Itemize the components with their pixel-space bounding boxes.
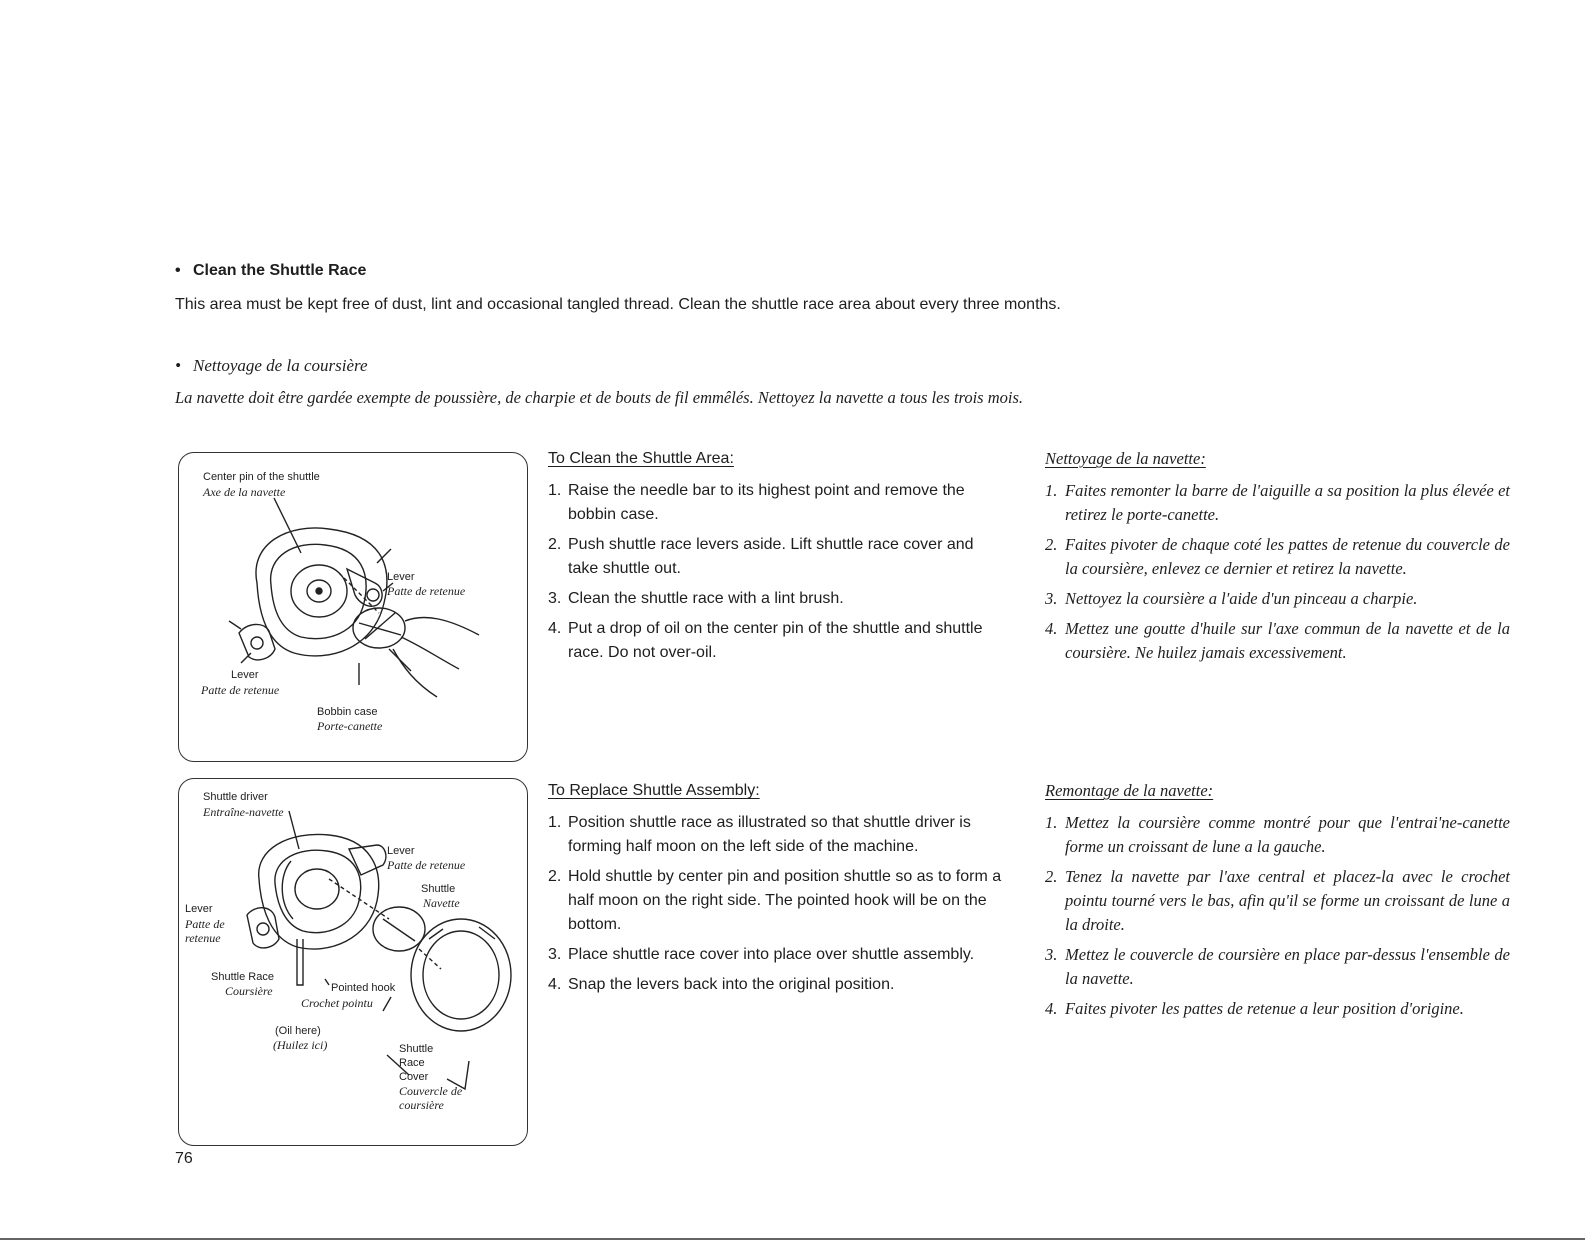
step-number: 2. xyxy=(548,868,562,885)
heading-nettoyage-coursiere xyxy=(175,356,368,376)
label-lever-right: Lever xyxy=(387,571,415,583)
list-item xyxy=(1045,587,1510,611)
step-text: Hold shuttle by center pin and position shuttle so as to form a half moon on the right side. The pointed hook will be on the bottom. xyxy=(568,868,1002,933)
step-text: Put a drop of oil on the center pin of the shuttle and shuttle race. Do not over-oil. xyxy=(568,620,983,661)
label-shuttle-race: Shuttle Race xyxy=(211,971,274,983)
label-oil-here-fr: (Huilez ici) xyxy=(273,1038,328,1052)
step-text: Snap the levers back into the original position. xyxy=(568,976,895,993)
replace-section-en xyxy=(548,779,1003,1003)
step-text: Faites remonter la barre de l'aiguille a sa position la plus élevée et retirez le porte-canette. xyxy=(1065,481,1510,524)
step-number: 3. xyxy=(1045,945,1058,964)
label-shuttle-driver-fr: Entraîne-navette xyxy=(203,805,284,819)
list-item xyxy=(1045,533,1510,581)
label-center-pin-fr: Axe de la navette xyxy=(203,485,286,499)
list-item xyxy=(548,811,1003,859)
label-race-cover-3: Cover xyxy=(399,1071,429,1083)
step-number: 1. xyxy=(548,814,562,831)
list-item xyxy=(548,973,1003,997)
list-item xyxy=(1045,617,1510,665)
steps-list xyxy=(1045,811,1510,1021)
step-text: Place shuttle race cover into place over shuttle assembly. xyxy=(568,946,975,963)
list-item xyxy=(548,479,1003,527)
heading-text: Clean the Shuttle Race xyxy=(193,262,367,279)
heading-clean-shuttle-race xyxy=(175,262,366,280)
step-number: 4. xyxy=(1045,619,1058,638)
step-number: 4. xyxy=(548,620,562,637)
label-bobbin-case: Bobbin case xyxy=(317,706,378,718)
heading-text: Nettoyage de la coursière xyxy=(193,356,368,375)
list-item xyxy=(548,943,1003,967)
steps-list xyxy=(548,811,1003,997)
step-number: 3. xyxy=(548,590,562,607)
label-shuttle: Shuttle xyxy=(421,883,456,895)
figure-replace-shuttle xyxy=(178,778,528,1146)
step-text: Faites pivoter de chaque coté les pattes de retenue du couvercle de la coursière, enlevez ce dernier et retirez la navette. xyxy=(1065,535,1510,578)
bullet: • xyxy=(175,356,181,375)
section-title: Remontage de la navette: xyxy=(1045,781,1214,800)
section-title: Nettoyage de la navette: xyxy=(1045,449,1206,468)
step-text: Faites pivoter les pattes de retenue a leur position d'origine. xyxy=(1065,999,1464,1018)
bullet: • xyxy=(175,262,181,279)
step-number: 1. xyxy=(1045,481,1058,500)
label-lever-left-fr: Patte de retenue xyxy=(201,683,280,697)
label-center-pin: Center pin of the shuttle xyxy=(203,471,320,483)
step-text: Clean the shuttle race with a lint brush. xyxy=(568,590,844,607)
steps-list xyxy=(548,479,1003,665)
page-number: 76 xyxy=(175,1150,193,1167)
label-lever-left-fr-1: Patte de xyxy=(185,917,225,931)
steps-list xyxy=(1045,479,1510,665)
label-lever-right-fr: Patte de retenue xyxy=(387,584,466,598)
step-text: Position shuttle race as illustrated so that shuttle driver is forming half moon on the left side of the machine. xyxy=(568,814,971,855)
label-race-cover-fr-2: coursière xyxy=(399,1098,444,1112)
list-item xyxy=(548,865,1003,937)
list-item xyxy=(1045,865,1510,937)
list-item xyxy=(548,533,1003,581)
step-number: 4. xyxy=(548,976,562,993)
list-item xyxy=(548,587,1003,611)
label-race-cover-2: Race xyxy=(399,1057,425,1069)
step-number: 1. xyxy=(1045,813,1058,832)
step-number: 3. xyxy=(1045,589,1058,608)
shuttle-assembly-illustration xyxy=(179,779,527,1145)
label-pointed-hook-fr: Crochet pointu xyxy=(301,996,373,1010)
list-item xyxy=(548,617,1003,665)
step-text: Mettez le couvercle de coursière en place par-dessus l'ensemble de la navette. xyxy=(1065,945,1510,988)
section-title: To Clean the Shuttle Area: xyxy=(548,450,734,467)
step-number: 2. xyxy=(1045,535,1058,554)
list-item xyxy=(1045,479,1510,527)
list-item xyxy=(1045,943,1510,991)
step-number: 4. xyxy=(1045,999,1058,1018)
label-race-cover-fr-1: Couvercle de xyxy=(399,1084,463,1098)
label-shuttle-fr: Navette xyxy=(423,896,460,910)
step-text: Push shuttle race levers aside. Lift shuttle race cover and take shuttle out. xyxy=(568,536,974,577)
intro-paragraph-en: This area must be kept free of dust, lint and occasional tangled thread. Clean the shuttle race area about every three months. xyxy=(175,296,1061,313)
label-shuttle-race-fr: Coursière xyxy=(225,984,273,998)
step-number: 2. xyxy=(548,536,562,553)
step-text: Mettez la coursière comme montré pour que l'entrai'ne-canette forme un croissant de lune a la gauche. xyxy=(1065,813,1510,856)
label-lever-left-fr-2: retenue xyxy=(185,931,221,945)
label-lever-left: Lever xyxy=(231,669,259,681)
step-text: Nettoyez la coursière a l'aide d'un pinceau a charpie. xyxy=(1065,589,1418,608)
label-pointed-hook: Pointed hook xyxy=(331,982,396,994)
label-lever-right: Lever xyxy=(387,845,415,857)
figure-clean-shuttle xyxy=(178,452,528,762)
label-lever-right-fr: Patte de retenue xyxy=(387,858,466,872)
page-bottom-rule xyxy=(0,1238,1585,1240)
list-item xyxy=(1045,997,1510,1021)
clean-section-fr xyxy=(1045,447,1510,671)
step-number: 3. xyxy=(548,946,562,963)
label-lever-left: Lever xyxy=(185,903,213,915)
list-item xyxy=(1045,811,1510,859)
label-bobbin-case-fr: Porte-canette xyxy=(317,719,383,733)
step-number: 1. xyxy=(548,482,562,499)
section-title: To Replace Shuttle Assembly: xyxy=(548,782,760,799)
label-oil-here: (Oil here) xyxy=(275,1025,321,1037)
step-text: Mettez une goutte d'huile sur l'axe commun de la navette et de la coursière. Ne huilez jamais excessivement. xyxy=(1065,619,1510,662)
label-shuttle-driver: Shuttle driver xyxy=(203,791,268,803)
clean-section-en xyxy=(548,447,1003,671)
step-number: 2. xyxy=(1045,867,1058,886)
label-race-cover-1: Shuttle xyxy=(399,1043,434,1055)
step-text: Raise the needle bar to its highest point and remove the bobbin case. xyxy=(568,482,965,523)
intro-paragraph-fr: La navette doit être gardée exempte de poussière, de charpie et de bouts de fil emmêlés. Nettoyez la navette a tous les trois mois. xyxy=(175,388,1024,407)
replace-section-fr xyxy=(1045,779,1510,1027)
step-text: Tenez la navette par l'axe central et placez-la avec le crochet pointu tourné vers le bas, afin qu'il se forme un croissant de lune a la droite. xyxy=(1065,867,1510,934)
